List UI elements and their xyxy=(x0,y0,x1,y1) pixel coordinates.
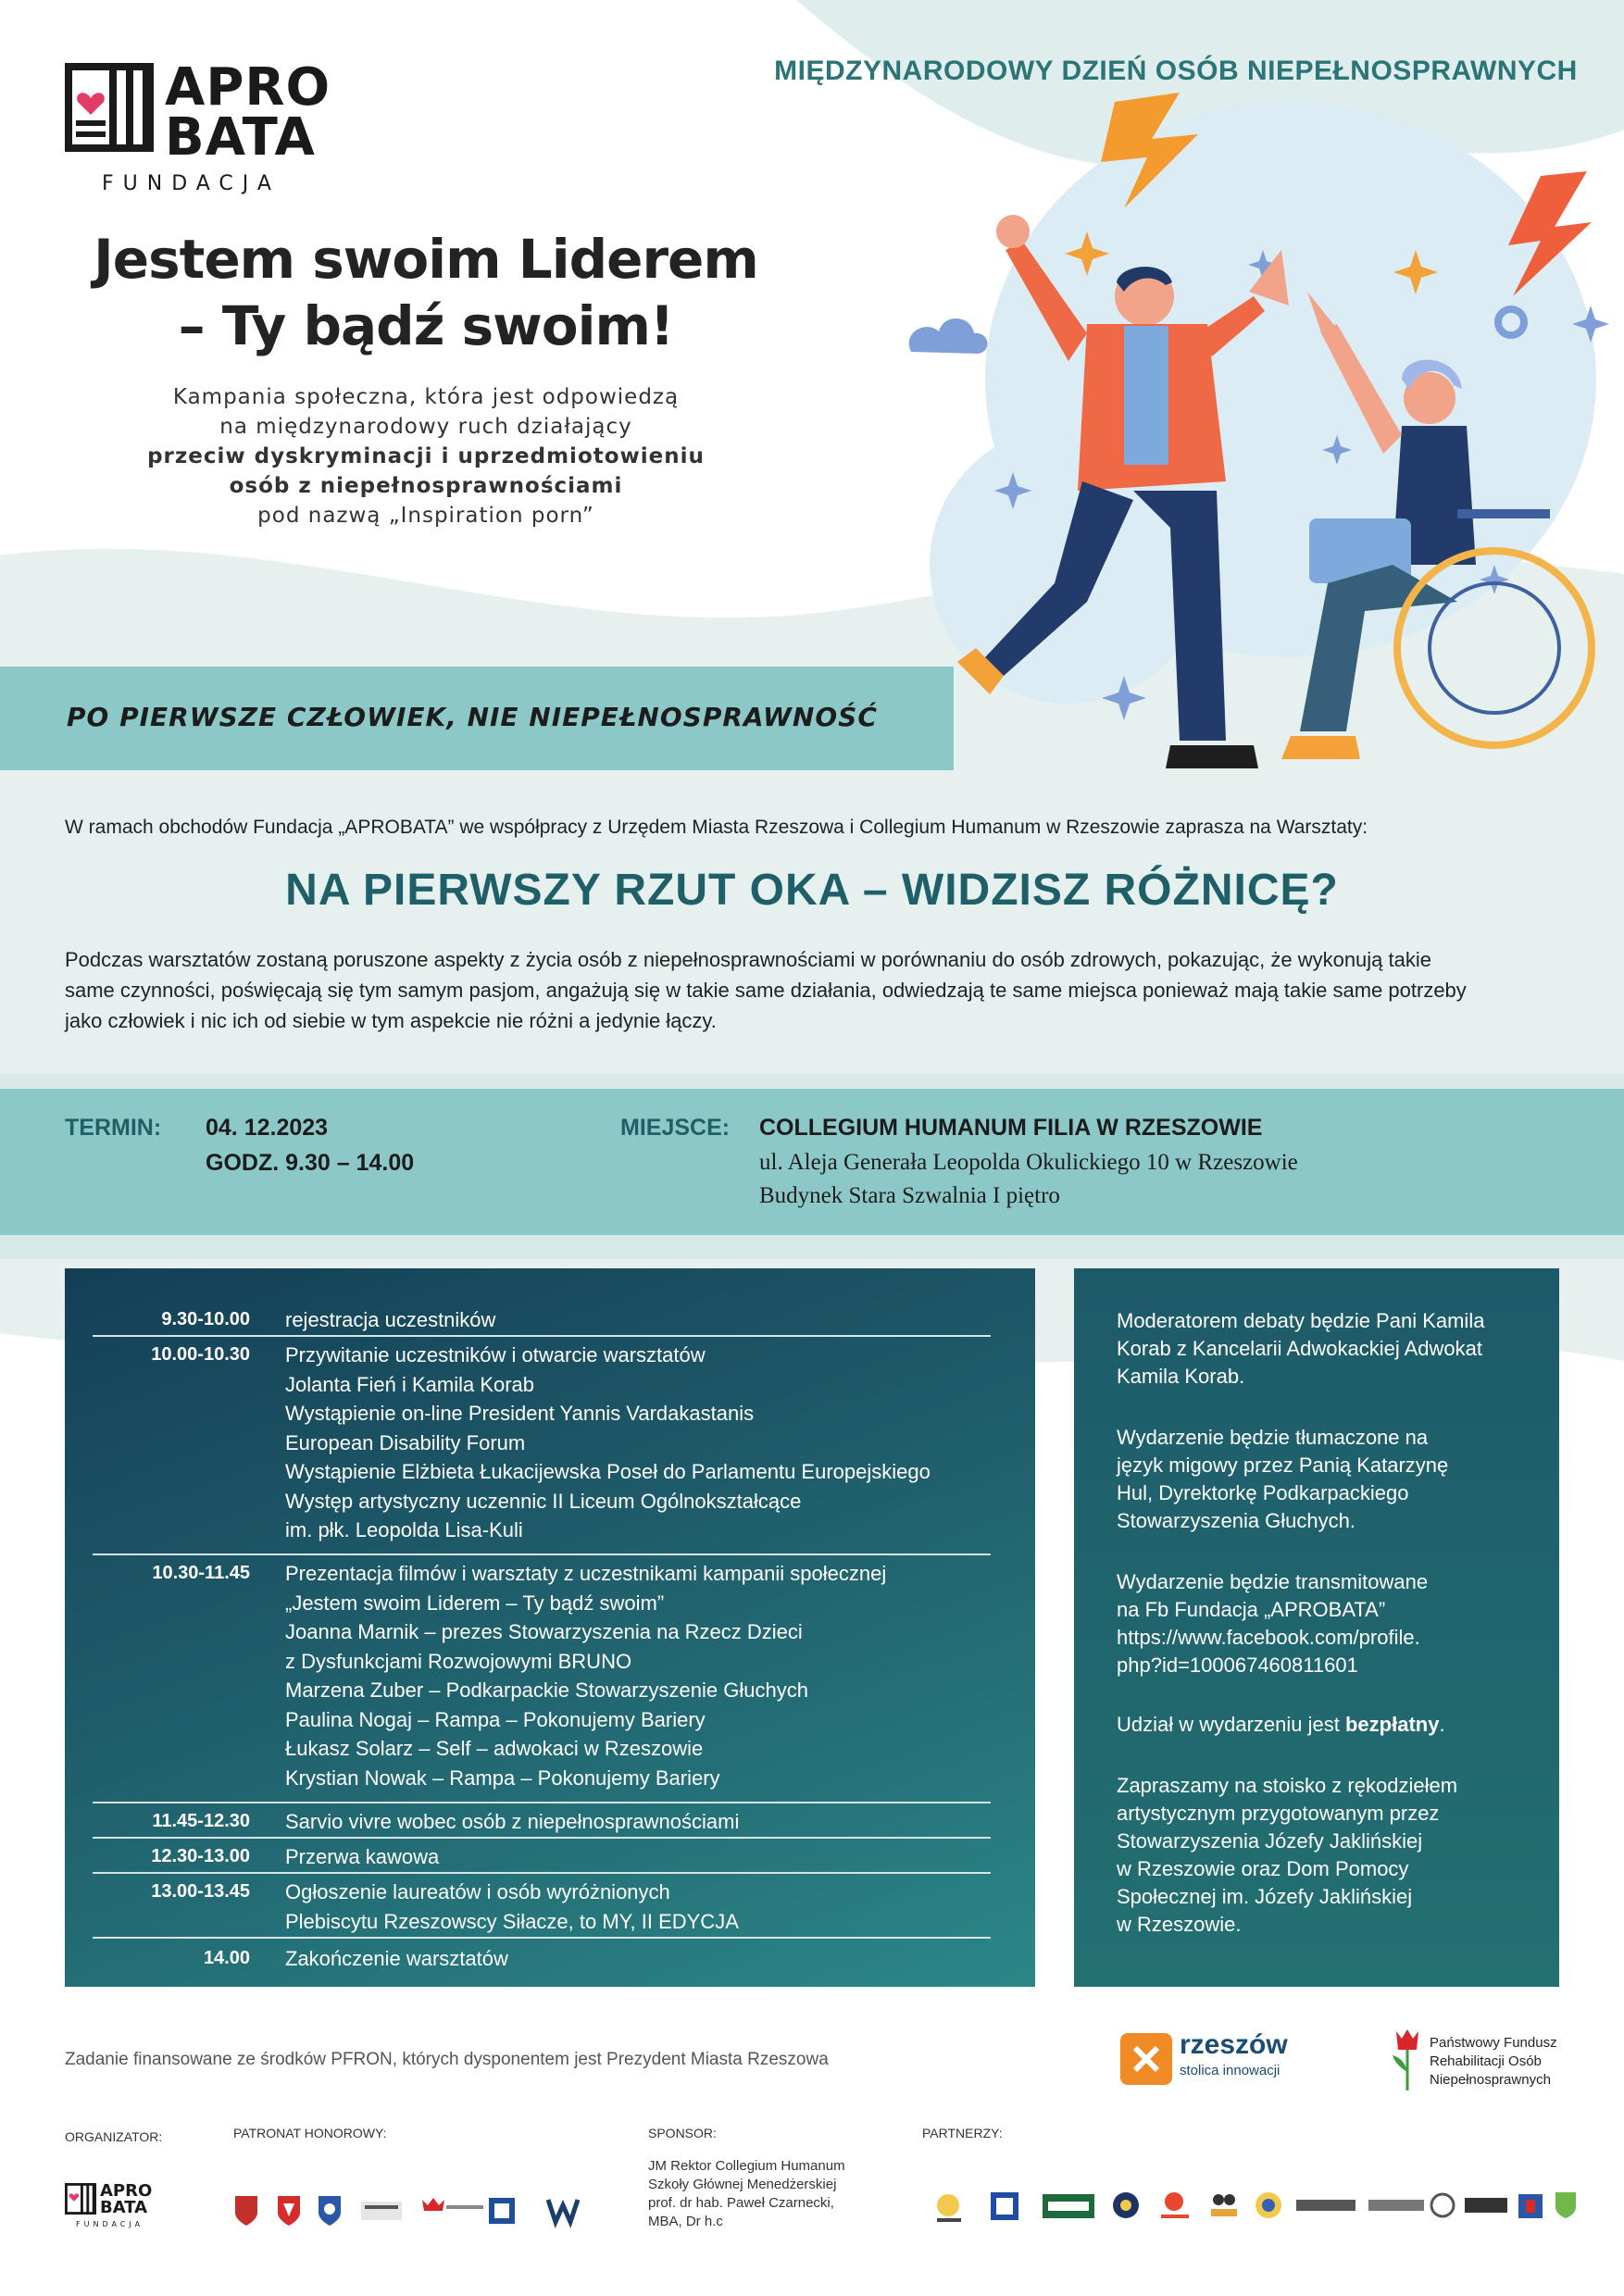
info-line: Społecznej im. Józefy Jaklińskiej xyxy=(1117,1885,1413,1908)
partners-label: PARTNERZY: xyxy=(922,2126,1003,2140)
institution-icon xyxy=(489,2198,515,2224)
description-line: Podczas warsztatów zostaną poruszone aspekty z życia osób z niepełnosprawnościami w porównaniu do osób zdrowych, pokazując, że wykonują takie xyxy=(65,948,1431,971)
agenda-line: Joanna Marnik – prezes Stowarzyszenia na Rzecz Dzieci xyxy=(285,1620,803,1643)
headline-line1: Jestem swoim Liderem xyxy=(94,228,758,291)
info-line: na Fb Fundacja „APROBATA” xyxy=(1117,1598,1386,1621)
campaign-description xyxy=(74,382,778,530)
agenda-time: 13.00-13.45 xyxy=(151,1881,250,1902)
agenda-line: z Dysfunkcjami Rozwojowymi BRUNO xyxy=(285,1649,632,1673)
info-line: Zapraszamy na stoisko z rękodziełem xyxy=(1117,1774,1458,1797)
agenda-line: Sarvio vivre wobec osób z niepełnosprawnościami xyxy=(285,1810,740,1833)
red-emblem-icon xyxy=(1161,2192,1189,2218)
facebook-link[interactable]: https://www.facebook.com/profile. xyxy=(1117,1626,1420,1649)
agenda-time: 12.30-13.00 xyxy=(151,1846,250,1866)
rampa-logo-icon xyxy=(1043,2194,1094,2218)
figures-logo-icon xyxy=(1211,2194,1237,2216)
info-line: Wydarzenie będzie transmitowane xyxy=(1117,1570,1429,1593)
eagle-emblem-icon xyxy=(278,2196,300,2226)
workshop-title: NA PIERWSZY RZUT OKA – WIDZISZ RÓŻNICĘ? xyxy=(285,866,1339,915)
info-line: w Rzeszowie oraz Dom Pomocy xyxy=(1117,1857,1409,1880)
info-free-bold: bezpłatny xyxy=(1344,1713,1440,1736)
agenda-item xyxy=(285,1305,989,1335)
miejsce-label: MIEJSCE: xyxy=(620,1115,731,1141)
pfron-logo xyxy=(1389,2026,1593,2094)
financing-note: Zadanie finansowane ze środków PFRON, których dysponentem jest Prezydent Miasta Rzeszowa xyxy=(65,2050,829,2069)
transport-logo-icon xyxy=(1465,2198,1507,2213)
agenda-time: 14.00 xyxy=(203,1948,250,1968)
info-panel xyxy=(1074,1268,1559,1987)
agenda-panel xyxy=(65,1268,1035,1987)
university-emblem-icon xyxy=(1113,2192,1139,2218)
intro-text: W ramach obchodów Fundacja „APROBATA” we współpracy z Urzędem Miasta Rzeszowa i Collegium Humanum w Rzeszowie zaprasza na Warsztaty: xyxy=(65,817,1368,838)
info-free xyxy=(1117,1711,1524,1739)
event-date: 04. 12.2023 xyxy=(206,1115,329,1141)
city-emblem-icon xyxy=(361,2202,402,2220)
agenda-line: im. płk. Leopolda Lisa-Kuli xyxy=(285,1518,523,1541)
pfron-line3: Niepełnosprawnych xyxy=(1430,2072,1551,2088)
slogan-text: PO PIERWSZE CZŁOWIEK, NIE NIEPEŁNOSPRAWNOŚĆ xyxy=(67,702,878,732)
headline xyxy=(28,226,824,359)
school-logo-icon xyxy=(1296,2200,1355,2211)
agenda-line: Łukasz Solarz – Self – adwokaci w Rzeszowie xyxy=(285,1737,704,1760)
agenda-time: 9.30-10.00 xyxy=(161,1309,250,1329)
info-free-pre: Udział w wydarzeniu jest xyxy=(1117,1713,1345,1736)
aprobata-logo xyxy=(65,57,333,195)
organizer-logo-bata: BATA xyxy=(100,2198,148,2217)
agenda-line: Wystąpienie Elżbieta Łukacijewska Poseł do Parlamentu Europejskiego xyxy=(285,1460,931,1483)
agenda-line: Prezentacja filmów i warsztaty z uczestnikami kampanii społecznej xyxy=(285,1562,887,1585)
patron-label: PATRONAT HONOROWY: xyxy=(233,2126,387,2140)
agenda-row xyxy=(93,1878,991,1939)
agenda-line: Przywitanie uczestników i otwarcie warsztatów xyxy=(285,1343,706,1366)
organizer-logo xyxy=(65,2183,167,2229)
info-line: język migowy przez Panią Katarzynę xyxy=(1117,1454,1449,1477)
info-free-post: . xyxy=(1439,1713,1445,1736)
sponsor-line: JM Rektor Collegium Humanum xyxy=(648,2158,845,2174)
description-line: jako człowiek i nic ich od siebie w tym aspekcie nie różni a jedynie łączy. xyxy=(65,1009,717,1032)
info-line: Moderatorem debaty będzie Pani Kamila xyxy=(1117,1309,1485,1332)
info-line: Kamila Korab. xyxy=(1117,1365,1245,1388)
facebook-link-cont[interactable]: php?id=100067460811601 xyxy=(1117,1653,1358,1677)
pfron-line2: Rehabilitacji Osób xyxy=(1430,2053,1542,2069)
partner-logo-blue-icon xyxy=(991,2192,1018,2220)
agenda-row xyxy=(93,1341,991,1555)
info-line: Hul, Dyrektorkę Podkarpackiego xyxy=(1117,1481,1409,1504)
agenda-time: 10.30-11.45 xyxy=(152,1563,250,1583)
place-name: COLLEGIUM HUMANUM FILIA W RZESZOWIE xyxy=(759,1115,1263,1141)
rzeszow-logo xyxy=(1120,2029,1296,2089)
workshop-description xyxy=(65,944,1565,1036)
sponsor-line: Szkoły Głównej Menedżerskiej xyxy=(648,2177,837,2192)
sponsor-label: SPONSOR: xyxy=(648,2126,717,2140)
patron-logos xyxy=(233,2192,604,2229)
agenda-line: Marzena Zuber – Podkarpackie Stowarzyszenie Głuchych xyxy=(285,1678,808,1702)
rzeszow-tagline: stolica innowacji xyxy=(1180,2063,1280,2078)
agenda-time: 10.00-10.30 xyxy=(151,1344,250,1365)
agenda-line: European Disability Forum xyxy=(285,1430,526,1454)
agenda-line: Paulina Nogaj – Rampa – Pokonujemy Bariery xyxy=(285,1707,706,1731)
sponsor-line: prof. dr hab. Paweł Czarnecki, xyxy=(648,2195,834,2211)
event-title: MIĘDZYNARODOWY DZIEŃ OSÓB NIEPEŁNOSPRAWNYCH xyxy=(774,56,1578,86)
info-line: Stowarzyszenia Józefy Jaklińskiej xyxy=(1117,1829,1423,1853)
agenda-row xyxy=(93,1807,991,1839)
headline-line2: – Ty bądź swoim! xyxy=(178,294,674,357)
coat-of-arms-icon xyxy=(235,2196,257,2226)
agenda-row xyxy=(93,1944,991,1974)
rzeszow-name: rzeszów xyxy=(1180,2029,1288,2060)
school-logo-2-icon xyxy=(1368,2200,1424,2211)
logo-mark-icon xyxy=(65,63,154,152)
rzeszow-mark-icon xyxy=(1120,2033,1172,2085)
info-line: Korab z Kancelarii Adwokackiej Adwokat xyxy=(1117,1337,1482,1360)
green-shield-icon xyxy=(1555,2192,1576,2218)
description-line: same czynności, poświęcają się tym samym pasjom, angażują się w takie same działania, odwiedzają te same miejsca ponieważ mają takie same potrzeby xyxy=(65,979,1467,1002)
agenda-row xyxy=(93,1559,991,1803)
accessibility-logo-icon xyxy=(937,2194,961,2222)
info-line: Stowarzyszenia Głuchych. xyxy=(1117,1509,1355,1532)
agenda-row xyxy=(93,1305,991,1337)
sponsor-line: MBA, Dr h.c xyxy=(648,2214,723,2229)
info-stand xyxy=(1117,1772,1524,1939)
place-building: Budynek Stara Szwalnia I piętro xyxy=(759,1183,1060,1208)
organizer-logo-apro: APRO xyxy=(100,2181,153,2201)
logo-text-bata: BATA xyxy=(165,107,316,168)
yellow-seal-icon xyxy=(1255,2192,1281,2218)
info-moderator xyxy=(1117,1307,1524,1391)
agenda-line: Wystąpienie on-line President Yannis Vardakastanis xyxy=(285,1402,755,1425)
agenda-line: Plebiscytu Rzeszowscy Siłacze, to MY, II EDYCJA xyxy=(285,1909,739,1933)
campaign-line: Kampania społeczna, która jest odpowiedzą xyxy=(172,385,680,409)
campaign-line: na międzynarodowy ruch działający xyxy=(219,415,632,439)
organizer-logo-fundacja: FUNDACJA xyxy=(76,2220,144,2228)
agenda-item xyxy=(285,1807,989,1837)
termin-label: TERMIN: xyxy=(65,1115,162,1141)
agenda-time: 11.45-12.30 xyxy=(152,1811,250,1831)
info-line: Wydarzenie będzie tłumaczone na xyxy=(1117,1426,1429,1449)
agenda-line: Występ artystyczny uczennic II Liceum Ogólnokształcące xyxy=(285,1489,802,1513)
w-logo-icon xyxy=(548,2200,578,2222)
pfron-line1: Państwowy Fundusz xyxy=(1430,2035,1557,2051)
info-sign-language xyxy=(1117,1424,1524,1535)
agenda-line: Ogłoszenie laureatów i osób wyróżnionych xyxy=(285,1880,670,1903)
logo-text-apro: APRO xyxy=(165,57,331,118)
agenda-line: rejestracja uczestników xyxy=(285,1308,496,1331)
high-five-illustration xyxy=(902,83,1624,787)
logo-mark-icon xyxy=(65,2183,96,2215)
red-cross-badge-icon xyxy=(1518,2194,1543,2218)
tulip-icon xyxy=(1389,2026,1426,2092)
info-broadcast xyxy=(1117,1568,1524,1679)
sponsor-text xyxy=(648,2157,861,2231)
round-seal-icon xyxy=(1431,2194,1454,2216)
info-line: w Rzeszowie. xyxy=(1117,1913,1242,1936)
campaign-line-bold: osób z niepełnosprawnościami xyxy=(229,474,623,498)
agenda-line: Przerwa kawowa xyxy=(285,1845,440,1868)
campaign-line: pod nazwą „Inspiration porn” xyxy=(257,504,594,528)
agenda-item xyxy=(285,1341,989,1545)
event-time: GODZ. 9.30 – 14.00 xyxy=(206,1150,415,1176)
organizer-label: ORGANIZATOR: xyxy=(65,2129,163,2144)
partner-logos xyxy=(935,2187,1583,2233)
agenda-item xyxy=(285,1944,989,1974)
agenda-line: Krystian Nowak – Rampa – Pokonujemy Bariery xyxy=(285,1766,720,1790)
agenda-item xyxy=(285,1559,989,1792)
agenda-line: Zakończenie warsztatów xyxy=(285,1947,508,1970)
agenda-row xyxy=(93,1842,991,1874)
logo-text-fundacja: FUNDACJA xyxy=(102,172,281,195)
pfron-small-icon xyxy=(422,2198,483,2211)
coat-of-arms-blue-icon xyxy=(319,2196,341,2226)
agenda-item xyxy=(285,1842,989,1872)
agenda-line: „Jestem swoim Liderem – Ty bądź swoim” xyxy=(285,1591,665,1615)
campaign-line-bold: przeciw dyskryminacji i uprzedmiotowieniu xyxy=(147,444,705,468)
place-address: ul. Aleja Generała Leopolda Okulickiego 10 w Rzeszowie xyxy=(759,1150,1298,1175)
info-line: artystycznym przygotowanym przez xyxy=(1117,1802,1440,1825)
agenda-item xyxy=(285,1878,989,1936)
agenda-line: Jolanta Fień i Kamila Korab xyxy=(285,1372,535,1396)
